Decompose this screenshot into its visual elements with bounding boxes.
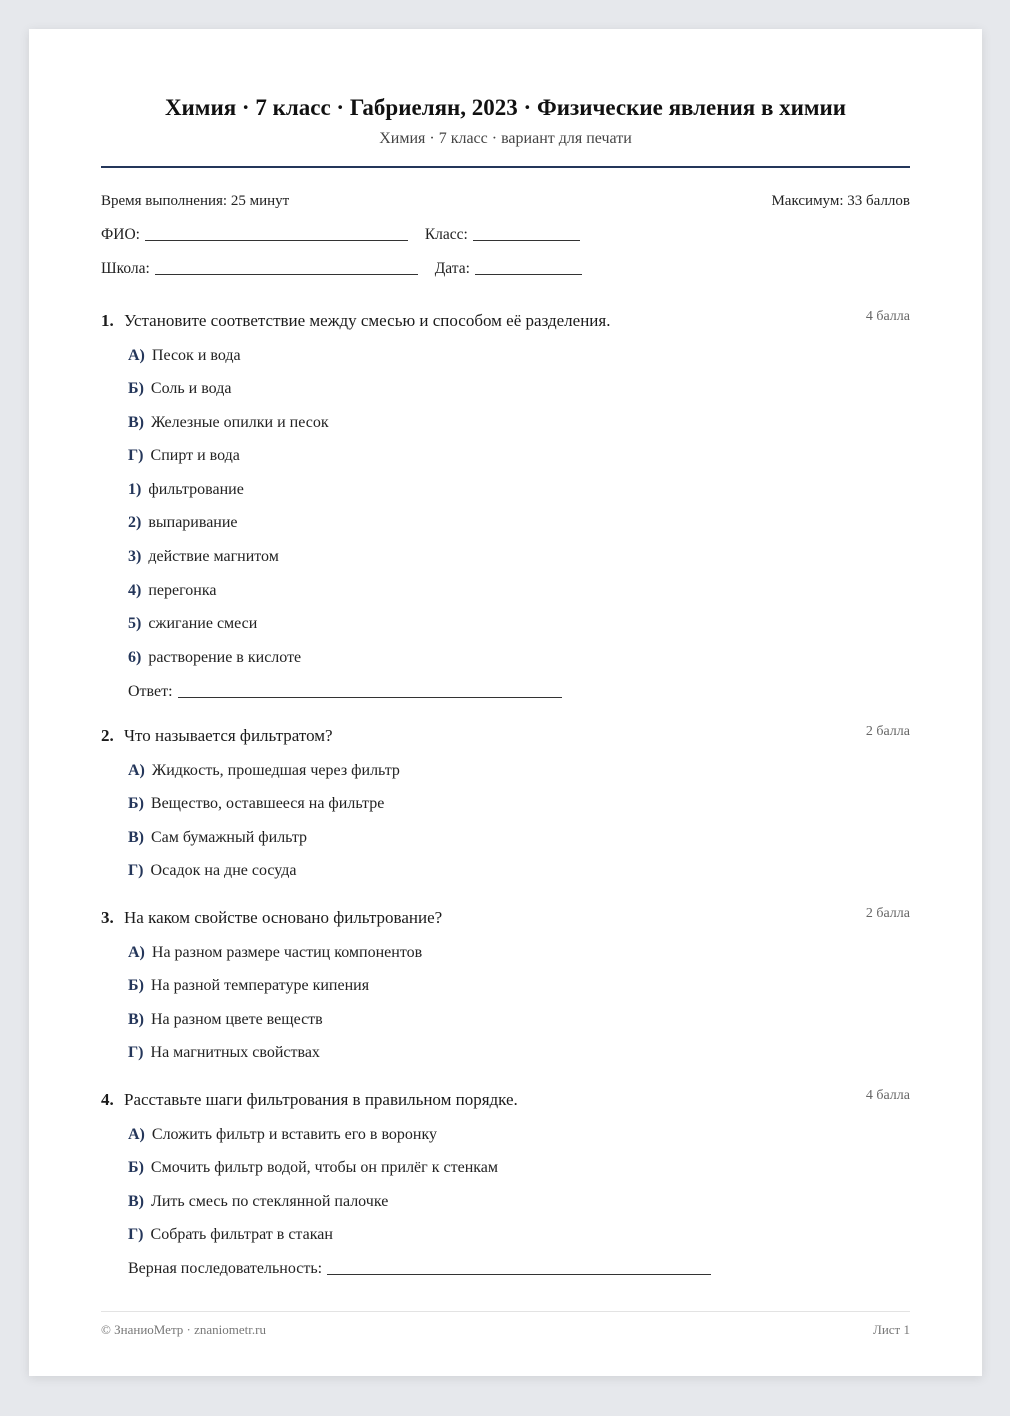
question-header xyxy=(101,908,910,932)
class-label: Класс: xyxy=(424,226,468,243)
option-text: сжигание смеси xyxy=(148,615,258,632)
footer-copyright: © ЗнаниоМетр · znaniometr.ru xyxy=(101,1322,266,1337)
option-letter: 6) xyxy=(128,649,142,666)
option-text: Жидкость, прошедшая через фильтр xyxy=(151,762,400,779)
date-input-line[interactable] xyxy=(475,274,582,275)
footer-divider xyxy=(101,1311,910,1312)
max-score: Максимум: 33 баллов xyxy=(771,193,910,209)
question-number: 2. xyxy=(101,726,114,745)
option xyxy=(128,944,422,962)
option-letter: В) xyxy=(128,414,144,431)
option-text: Сам бумажный фильтр xyxy=(151,829,308,846)
option-text: выпаривание xyxy=(148,514,238,531)
option-letter: Г) xyxy=(128,447,144,464)
option xyxy=(128,582,216,600)
question-points: 4 балла xyxy=(865,309,910,324)
option-letter: А) xyxy=(128,1126,145,1143)
option-letter: 4) xyxy=(128,582,142,599)
option-text: Осадок на дне сосуда xyxy=(150,862,297,879)
option xyxy=(128,615,257,633)
answer-label: Верная последовательность: xyxy=(128,1260,323,1277)
option-letter: 2) xyxy=(128,514,142,531)
option-letter: 3) xyxy=(128,548,142,565)
option-text: На разном размере частиц компонентов xyxy=(151,944,423,961)
option-letter: А) xyxy=(128,347,145,364)
question-2 xyxy=(101,724,910,879)
fio-label: ФИО: xyxy=(101,226,140,243)
option xyxy=(128,380,231,398)
worksheet-page xyxy=(29,29,982,1376)
question-number: 3. xyxy=(101,908,114,927)
option xyxy=(128,347,241,365)
option-letter: Г) xyxy=(128,1226,144,1243)
question-header xyxy=(101,311,910,335)
option xyxy=(128,514,238,532)
option-text: На магнитных свойствах xyxy=(150,1044,320,1061)
option xyxy=(128,1159,498,1177)
option xyxy=(128,1226,333,1244)
option-text: Песок и вода xyxy=(151,347,241,364)
footer-page-number: Лист 1 xyxy=(873,1322,910,1337)
option-letter: Г) xyxy=(128,1044,144,1061)
option-text: Лить смесь по стеклянной палочке xyxy=(151,1193,389,1210)
option-letter: Б) xyxy=(128,977,144,994)
option-text: На разном цвете веществ xyxy=(151,1011,323,1028)
option-text: Смочить фильтр водой, чтобы он прилёг к стенкам xyxy=(150,1159,499,1176)
question-number: 1. xyxy=(101,311,114,330)
class-input-line[interactable] xyxy=(473,240,580,241)
page-title: Химия · 7 класс · Габриелян, 2023 · Физические явления в химии xyxy=(164,95,847,120)
option-letter: В) xyxy=(128,1193,144,1210)
school-date-row xyxy=(101,260,582,278)
question-points: 4 балла xyxy=(865,1088,910,1103)
option xyxy=(128,829,307,847)
option-text: Собрать фильтрат в стакан xyxy=(150,1226,333,1243)
page-subtitle: Химия · 7 класс · вариант для печати xyxy=(379,130,632,147)
header-divider xyxy=(101,166,910,168)
question-header xyxy=(101,726,910,750)
question-header xyxy=(101,1090,910,1114)
option-text: действие магнитом xyxy=(148,548,279,565)
question-number: 4. xyxy=(101,1090,114,1109)
question-1 xyxy=(101,309,910,700)
option-letter: Г) xyxy=(128,862,144,879)
question-3 xyxy=(101,906,910,1061)
option-letter: 5) xyxy=(128,615,142,632)
school-label: Школа: xyxy=(101,260,150,277)
option-letter: Б) xyxy=(128,380,144,397)
option xyxy=(128,977,369,995)
option xyxy=(128,1126,437,1144)
option-letter: Б) xyxy=(128,795,144,812)
question-4 xyxy=(101,1088,910,1277)
option-letter: 1) xyxy=(128,481,142,498)
answer-row xyxy=(128,1260,711,1278)
page-content xyxy=(101,29,910,1376)
date-label: Дата: xyxy=(434,260,470,277)
option-text: Спирт и вода xyxy=(150,447,240,464)
option-letter: В) xyxy=(128,1011,144,1028)
fio-input-line[interactable] xyxy=(145,240,408,241)
option-letter: В) xyxy=(128,829,144,846)
option-letter: А) xyxy=(128,944,145,961)
answer-label: Ответ: xyxy=(128,683,173,700)
option-text: Соль и вода xyxy=(150,380,232,397)
question-text: Расставьте шаги фильтрования в правильном порядке. xyxy=(124,1090,518,1109)
option xyxy=(128,447,240,465)
option-text: Сложить фильтр и вставить его в воронку xyxy=(151,1126,438,1143)
question-points: 2 балла xyxy=(865,906,910,921)
option xyxy=(128,548,279,566)
answer-input-line[interactable] xyxy=(178,697,562,698)
question-text: Установите соответствие между смесью и способом её разделения. xyxy=(124,311,611,330)
option xyxy=(128,1044,320,1062)
option-text: фильтрование xyxy=(148,481,244,498)
option-letter: А) xyxy=(128,762,145,779)
option xyxy=(128,649,301,667)
answer-row xyxy=(128,683,562,701)
option xyxy=(128,481,244,499)
option-text: На разной температуре кипения xyxy=(150,977,370,994)
option xyxy=(128,795,384,813)
sequence-input-line[interactable] xyxy=(327,1274,711,1275)
option xyxy=(128,1011,323,1029)
question-text: На каком свойстве основано фильтрование? xyxy=(124,908,443,927)
question-text: Что называется фильтратом? xyxy=(124,726,333,745)
option xyxy=(128,862,296,880)
option-text: растворение в кислоте xyxy=(148,649,302,666)
option xyxy=(128,762,400,780)
option-text: Железные опилки и песок xyxy=(151,414,329,431)
fio-class-row xyxy=(101,226,580,244)
option-text: перегонка xyxy=(148,582,217,599)
meta-row xyxy=(101,193,910,210)
question-points: 2 балла xyxy=(865,724,910,739)
option xyxy=(128,1193,388,1211)
school-input-line[interactable] xyxy=(155,274,418,275)
option-text: Вещество, оставшееся на фильтре xyxy=(150,795,385,812)
time-limit: Время выполнения: 25 минут xyxy=(101,193,290,209)
option-letter: Б) xyxy=(128,1159,144,1176)
option xyxy=(128,414,329,432)
